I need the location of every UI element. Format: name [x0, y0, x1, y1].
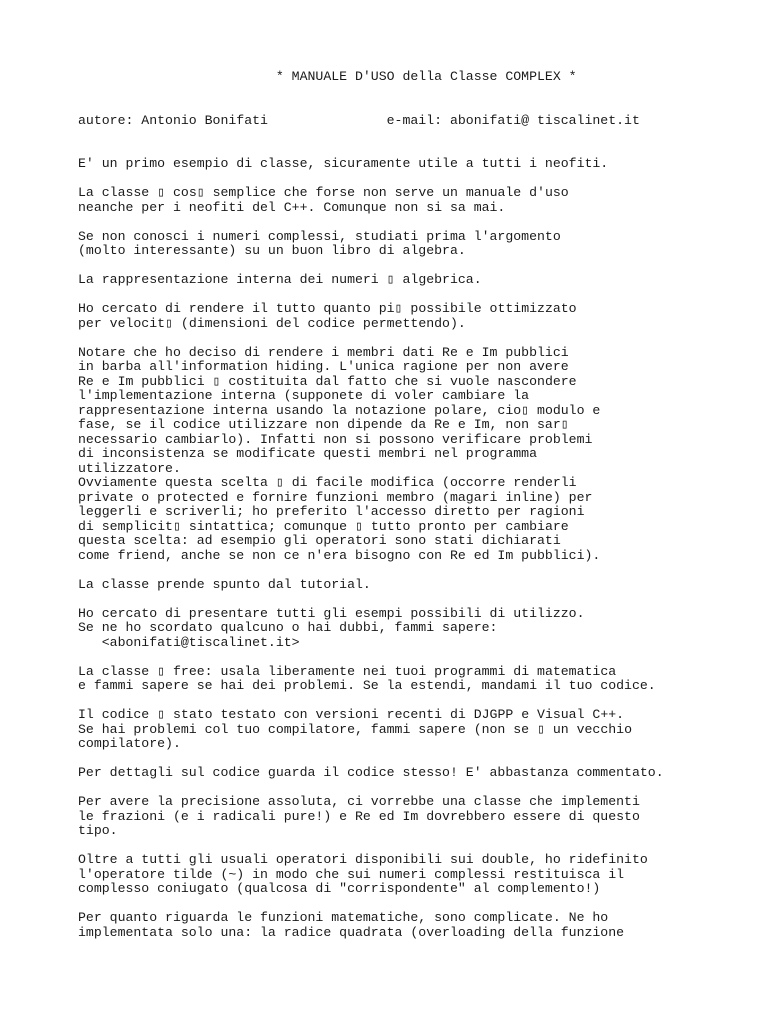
- text-line: fase, se il codice utilizzare non dipende da Re e Im, non sar▯: [78, 417, 569, 432]
- text-line: di semplicit▯ sintattica; comunque ▯ tutto pronto per cambiare: [78, 518, 569, 534]
- paragraph: [78, 302, 748, 331]
- text-line: Se hai problemi col tuo compilatore, fammi sapere (non se ▯ un vecchio: [78, 721, 632, 737]
- text-line: neanche per i neofiti del C++. Comunque non si sa mai.: [78, 199, 506, 215]
- text-line: La classe prende spunto dal tutorial.: [78, 576, 371, 592]
- text-line: questa scelta: ad esempio gli operatori sono stati dichiarati: [78, 533, 561, 548]
- paragraph: [78, 665, 748, 694]
- text-line: e fammi sapere se hai dei problemi. Se la estendi, mandami il tuo codice.: [78, 678, 656, 693]
- text-line: Per dettagli sul codice guarda il codice stesso! E' abbastanza commentato.: [78, 765, 664, 780]
- document-title: [78, 70, 748, 85]
- text-line: necessario cambiarlo). Infatti non si possono verificare problemi: [78, 431, 593, 447]
- paragraph: [78, 186, 748, 215]
- paragraph: [78, 708, 748, 752]
- paragraph: [78, 911, 748, 940]
- text-line: Notare che ho deciso di rendere i membri dati Re e Im pubblici: [78, 344, 569, 360]
- text-line: La rappresentazione interna dei numeri ▯ algebrica.: [78, 272, 482, 287]
- text-line: l'implementazione interna (supponete di voler cambiare la: [78, 388, 530, 403]
- text-line: private o protected e fornire funzioni membro (magari inline) per: [78, 489, 593, 505]
- text-line: tipo.: [78, 823, 118, 838]
- paragraph: [78, 157, 748, 172]
- text-line: in barba all'information hiding. L'unica ragione per non avere: [78, 359, 569, 374]
- text-line: * MANUALE D'USO della Classe COMPLEX *: [78, 69, 577, 84]
- paragraph: [78, 853, 748, 897]
- text-line: utilizzatore.: [78, 460, 181, 476]
- text-line: Re e Im pubblici ▯ costituita dal fatto che si vuole nascondere: [78, 373, 577, 389]
- paragraph: [78, 230, 748, 259]
- text-line: E' un primo esempio di classe, sicuramente utile a tutti i neofiti.: [78, 156, 609, 171]
- text-line: Ho cercato di presentare tutti gli esempi possibili di utilizzo.: [78, 605, 585, 621]
- text-line: Ovviamente questa scelta ▯ di facile modifica (occorre renderli: [78, 475, 577, 490]
- paragraph: [78, 607, 748, 651]
- text-line: le frazioni (e i radicali pure!) e Re ed Im dovrebbero essere di questo: [78, 808, 640, 824]
- text-line: Per quanto riguarda le funzioni matematiche, sono complicate. Ne ho: [78, 910, 609, 925]
- text-line: implementata solo una: la radice quadrata (overloading della funzione: [78, 924, 625, 940]
- paragraph: [78, 795, 748, 839]
- paragraph: [78, 346, 748, 564]
- text-line: come friend, anche se non ce n'era bisogno con Re ed Im pubblici).: [78, 547, 601, 563]
- text-line: di inconsistenza se modificate questi membri nel programma: [78, 446, 537, 461]
- text-line: Il codice ▯ stato testato con versioni recenti di DJGPP e Visual C++.: [78, 707, 625, 722]
- text-line: rappresentazione interna usando la notazione polare, cio▯ modulo e: [78, 402, 601, 418]
- text-line: autore: Antonio Bonifati e-mail: abonifati@ tiscalinet.it: [78, 112, 640, 128]
- paragraph: [78, 766, 748, 781]
- document-body: [78, 70, 748, 940]
- text-line: (molto interessante) su un buon libro di algebra.: [78, 243, 466, 258]
- text-line: per velocit▯ (dimensioni del codice permettendo).: [78, 315, 466, 331]
- paragraph: [78, 578, 748, 593]
- text-line: La classe ▯ free: usala liberamente nei tuoi programmi di matematica: [78, 663, 617, 679]
- paragraph: [78, 273, 748, 288]
- text-line: Se non conosci i numeri complessi, studiati prima l'argomento: [78, 228, 561, 244]
- text-line: Per avere la precisione assoluta, ci vorrebbe una classe che implementi: [78, 794, 640, 809]
- text-line: l'operatore tilde (~) in modo che sui numeri complessi restituisca il: [78, 866, 625, 882]
- text-line: complesso coniugato (qualcosa di "corrispondente" al complemento!): [78, 881, 601, 896]
- text-line: Ho cercato di rendere il tutto quanto pi▯ possibile ottimizzato: [78, 301, 577, 316]
- author-line: [78, 114, 748, 129]
- text-line: compilatore).: [78, 736, 181, 751]
- text-line: La classe ▯ cos▯ semplice che forse non serve un manuale d'uso: [78, 185, 569, 200]
- text-line: Oltre a tutti gli usuali operatori disponibili sui double, ho ridefinito: [78, 852, 648, 867]
- text-line: leggerli e scriverli; ho preferito l'accesso diretto per ragioni: [78, 504, 585, 519]
- email-line: <abonifati@tiscalinet.it>: [78, 634, 300, 650]
- text-line: Se ne ho scordato qualcuno o hai dubbi, fammi sapere:: [78, 620, 498, 635]
